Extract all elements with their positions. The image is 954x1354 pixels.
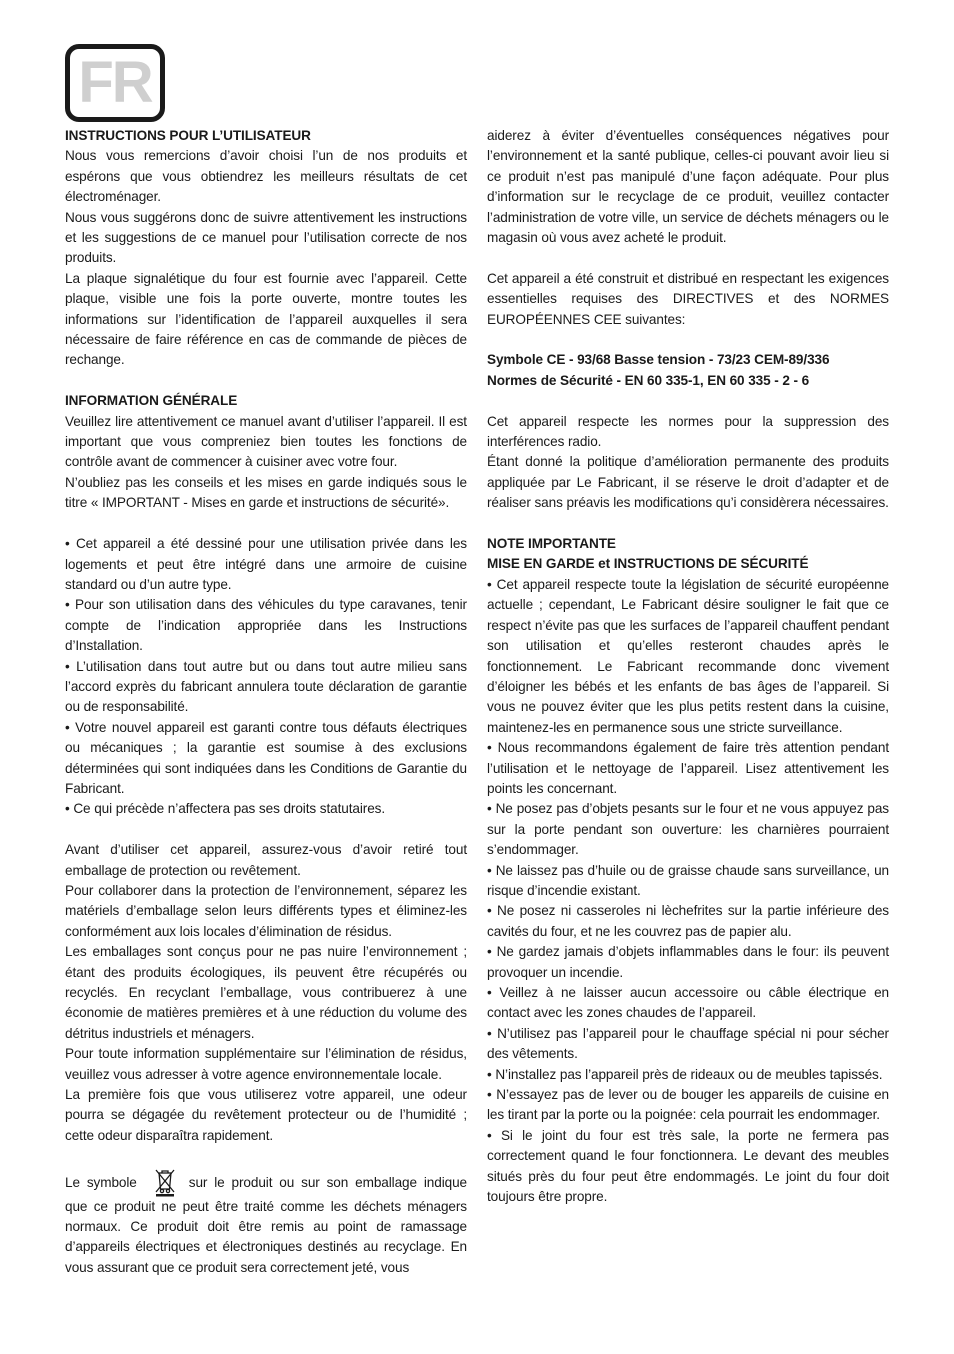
bullet-item: • L’utilisation dans tout autre but ou dans tout autre milieu sans l’accord exprès du fabricant annulera toute déclaration de garantie ou de responsabilité. — [65, 658, 467, 715]
left-column — [65, 126, 467, 1278]
bullet-item: • Nous recommandons également de faire très attention pendant l’utilisation et le nettoyage de l’appareil. Lisez attentivement les points les concernant. — [487, 740, 889, 796]
right-column — [487, 126, 889, 1207]
paragraph: La plaque signalétique du four est fournie avec l’appareil. Cette plaque, visible une fois la porte ouverte, montre toutes les informations sur l’identification de l’appareil auxquelles il sera nécessaire de faire référence en cas de commande de pièces de rechange. — [65, 270, 467, 368]
crossed-out-wheelie-bin-icon — [153, 1167, 177, 1197]
paragraph: aiderez à éviter d’éventuelles conséquences négatives pour l’environnement et la santé publique, celles-ci pouvant avoir lieu si ce produit n’est pas manipulé d’une façon adéquate. Pour plus d’information sur le recyclage de ce produit, veuillez contacter l’administration de votre ville, un service de déchets ménagers ou le magasin où vous avez acheté le produit. — [487, 128, 889, 246]
language-badge-label: FR — [78, 50, 152, 115]
heading-important-note: NOTE IMPORTANTE — [487, 536, 616, 552]
heading-safety-instructions: MISE EN GARDE et INSTRUCTIONS DE SÉCURITÉ — [487, 556, 809, 572]
paragraph: Avant d’utiliser cet appareil, assurez-vous d’avoir retiré tout emballage de protection ou revêtement. — [65, 842, 467, 878]
bullet-item: • N’installez pas l’appareil près de rideaux ou de meubles tapissés. — [487, 1066, 883, 1082]
bullet-item: • N’essayez pas de lever ou de bouger les appareils de cuisine en les tirant par la porte ou la poignée: cela pourrait les endommager. — [487, 1087, 889, 1123]
paragraph: Nous vous remercions d’avoir choisi l’un de nos produits et espérons que vous obtiendrez les meilleurs résultats de cet électroménager. — [65, 148, 467, 205]
paragraph: Les emballages sont conçus pour ne pas nuire l’environnement ; étant des produits écologiques, ils peuvent être récupérés ou recyclés. En recyclant l’emballage, vous contribuerez à une économie de matières premières et à une réduction du volume des détritus industriels et ménagers. — [65, 944, 467, 1041]
bullet-item: • Ne gardez jamais d’objets inflammables dans le four: ils peuvent provoquer un incendie. — [487, 944, 889, 980]
bullet-item: • Cet appareil a été dessiné pour une utilisation privée dans les logements et peut être intégré dans une armoire de cuisine standard ou d’un autre type. — [65, 536, 467, 592]
bullet-item: • Ce qui précède n’affectera pas ses droits statutaires. — [65, 801, 386, 817]
bullet-item: • Cet appareil respecte toute la législation de sécurité européenne actuelle ; cependant, Le Fabricant désire souligner le fait que ce respect n’évite pas que les surfaces de l’appareil chauffent pendant son utilisation et qu’elles resteront chaudes après le fonctionnement. Le Fabricant recommande donc vivement d’éloigner les bébés et les enfants de bas âges de l’appareil. Si vous ne pouvez éviter que les plus petits restent dans la cuisine, maintenez-les en permanence sous une stricte surveillance. — [487, 576, 889, 735]
paragraph: Cet appareil a été construit et distribué en respectant les exigences essentielles requises des DIRECTIVES et des NORMES EUROPÉENNES CEE suivantes: — [487, 270, 889, 327]
paragraph: Veuillez lire attentivement ce manuel avant d’utiliser l’appareil. Il est important que vous compreniez bien toutes les fonctions de contrôle avant de commencer à cuisiner avec votre four. — [65, 413, 467, 470]
heading-general-information: INFORMATION GÉNÉRALE — [65, 393, 238, 409]
bullet-item: • Veillez à ne laisser aucun accessoire ou câble électrique en contact avec les zones chaudes de l’appareil. — [487, 985, 889, 1021]
language-badge — [65, 44, 165, 122]
paragraph: N’oubliez pas les conseils et les mises en garde indiqués sous le titre « IMPORTANT - Mises en garde et instructions de sécurité». — [65, 474, 467, 511]
bullet-item: • Si le joint du four est très sale, la porte ne fermera pas correctement quand le four fonctionnera. Le devant des meubles situés près du four peut être endommagés. Le joint du four doit toujours être propre. — [487, 1127, 889, 1205]
bullet-item: • Ne laissez pas d’huile ou de graisse chaude sans surveillance, un risque d’incendie existant. — [487, 862, 889, 898]
paragraph: Étant donné la politique d’amélioration permanente des produits appliquée par Le Fabricant, il se réserve le droit d’adapter et de réaliser sans préavis les modifications qu’i considèrera nécessaires. — [487, 454, 889, 511]
paragraph: Pour toute information supplémentaire sur l’élimination de résidus, veuillez vous adresser à votre agence environnementale locale. — [65, 1046, 467, 1082]
ce-symbol-line: Symbole CE - 93/68 Basse tension - 73/23 CEM-89/336 — [487, 352, 830, 368]
paragraph: Nous vous suggérons donc de suivre attentivement les instructions et les suggestions de ce manuel pour l’utilisation correcte de nos produits. — [65, 209, 467, 266]
weee-text-end: sur le produit ou sur son emballage indique que ce produit ne peut être traité comme les déchets ménagers normaux. Ce produit doit être remis au point de ramassage d’appareils électriques et électroniques destinés au recyclage. En vous assurant que ce produit sera correctement jeté, vous — [65, 1174, 468, 1275]
bullet-item: • Ne posez ni casseroles ni lèchefrites sur la partie inférieure des cavités du four, et ne les couvrez pas de papier alu. — [487, 903, 889, 939]
safety-standards-line: Normes de Sécurité - EN 60 335-1, EN 60 335 - 2 - 6 — [487, 372, 810, 388]
weee-paragraph — [65, 1167, 467, 1279]
weee-text-start: Le symbole — [65, 1174, 137, 1190]
paragraph: Pour collaborer dans la protection de l’environnement, séparez les matériels d’emballage selon leurs différents types et éliminez-les conformément aux lois locales d’élimination de résidus. — [65, 882, 467, 939]
bullet-item: • Ne posez pas d’objets pesants sur le four et ne vous appuyez pas sur la porte pendant son ouverture: les charnières pourraient s’endommager. — [487, 801, 889, 858]
heading-user-instructions: INSTRUCTIONS POUR L’UTILISATEUR — [65, 128, 311, 143]
paragraph: Cet appareil respecte les normes pour la suppression des interférences radio. — [487, 413, 889, 450]
bullet-item: • Pour son utilisation dans des véhicules du type caravanes, tenir compte de l’indication appropriée dans les Instructions d’Installation. — [65, 597, 467, 654]
bullet-item: • Votre nouvel appareil est garanti contre tous défauts électriques ou mécaniques ; la garantie est soumise à des exclusions déterminées qui sont indiquées dans les Conditions de Garantie du Fabricant. — [65, 719, 467, 796]
paragraph: La première fois que vous utiliserez votre appareil, une odeur pourra se dégagée du revêtement protecteur ou de l’humidité ; cette odeur disparaîtra rapidement. — [65, 1087, 467, 1143]
bullet-item: • N’utilisez pas l’appareil pour le chauffage spécial ni pour sécher des vêtements. — [487, 1025, 889, 1062]
